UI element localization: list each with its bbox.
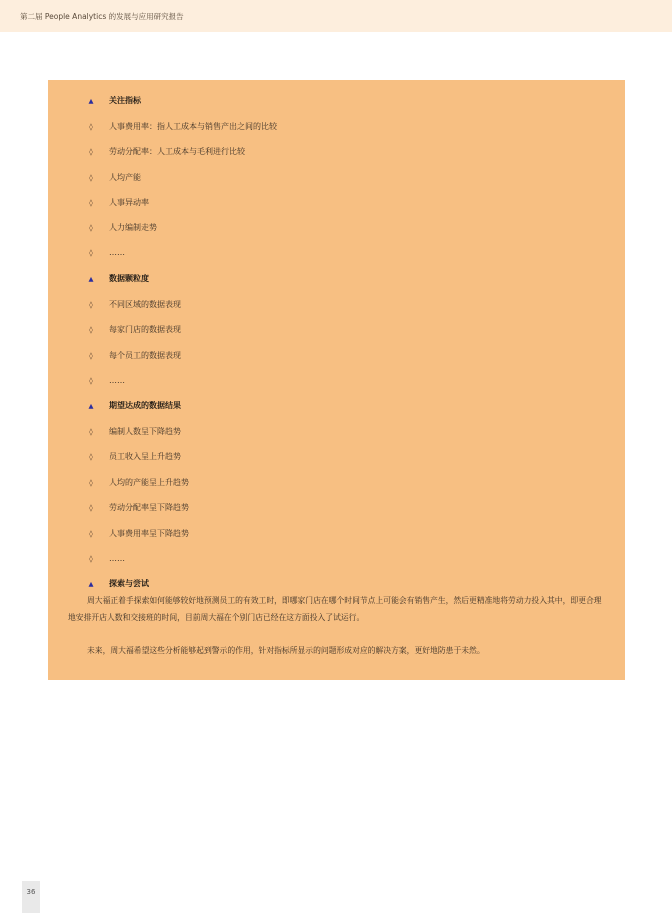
header-title: 第二届 People Analytics 的发展与应用研究报告 [20,12,184,21]
list-item-label: 人力编制走势 [109,223,157,232]
diamond-bullet-icon: ◊ [89,174,93,182]
diamond-bullet-icon: ◊ [89,377,93,385]
list-item [48,476,625,490]
list-item [48,145,625,159]
list-item [48,221,625,235]
list-item [48,298,625,312]
diamond-bullet-icon: ◊ [89,555,93,563]
diamond-bullet-icon: ◊ [89,249,93,257]
list-item-label: 编制人数呈下降趋势 [109,427,181,436]
body-paragraph: 未来，周大福希望这些分析能够起到警示的作用，针对指标所显示的问题形成对应的解决方案，更好地防患于未然。 [87,646,485,655]
header-band [0,0,672,32]
list-item [48,196,625,210]
diamond-bullet-icon: ◊ [89,301,93,309]
triangle-bullet-icon: ▲ [88,275,94,283]
list-item [48,120,625,134]
list-item [48,171,625,185]
list-item [48,349,625,363]
list-item-label: 劳动分配率：人工成本与毛利进行比较 [109,147,245,156]
diamond-bullet-icon: ◊ [89,123,93,131]
list-item [48,501,625,515]
body-paragraph: 周大福正着手探索如何能够较好地预测员工的有效工时，即哪家门店在哪个时间节点上可能会有销售产生，然后更精准地将劳动力投入其中，即更合理地安排开店人数和交接班的时间，目前周大福在个别门店已经在这方面投入了试运行。 [68,596,602,622]
list-item-label: 人事费用率呈下降趋势 [109,529,189,538]
page-number-box [22,881,40,913]
section-heading-label: 关注指标 [109,96,141,105]
list-item-label: 人均的产能呈上升趋势 [109,478,189,487]
list-item [48,552,625,566]
list-item [48,323,625,337]
triangle-bullet-icon: ▲ [88,580,94,588]
page-number: 36 [26,888,36,896]
list-item-label: 人均产能 [109,173,141,182]
list-item [48,527,625,541]
diamond-bullet-icon: ◊ [89,148,93,156]
section-heading-label: 数据颗粒度 [109,274,149,283]
triangle-bullet-icon: ▲ [88,402,94,410]
list-item [48,425,625,439]
list-item-label: 人事异动率 [109,198,149,207]
diamond-bullet-icon: ◊ [89,479,93,487]
list-item-label: …… [109,376,125,385]
content-box [48,80,625,680]
diamond-bullet-icon: ◊ [89,504,93,512]
list-item-label: 人事费用率：指人工成本与销售产出之间的比较 [109,122,277,131]
list-item-label: …… [109,554,125,563]
section-heading-label: 期望达成的数据结果 [109,401,181,410]
diamond-bullet-icon: ◊ [89,224,93,232]
diamond-bullet-icon: ◊ [89,453,93,461]
list-item-label: 每个员工的数据表现 [109,351,181,360]
diamond-bullet-icon: ◊ [89,199,93,207]
diamond-bullet-icon: ◊ [89,326,93,334]
diamond-bullet-icon: ◊ [89,352,93,360]
diamond-bullet-icon: ◊ [89,530,93,538]
list-item-label: 不同区域的数据表现 [109,300,181,309]
list-item [48,450,625,464]
section-heading-label: 探索与尝试 [109,579,149,588]
diamond-bullet-icon: ◊ [89,428,93,436]
list-item [48,246,625,260]
section-heading-exploration [48,577,625,591]
list-item-label: …… [109,248,125,257]
list-item-label: 劳动分配率呈下降趋势 [109,503,189,512]
section-heading-focus-metrics [48,94,625,108]
list-item [48,374,625,388]
list-item-label: 员工收入呈上升趋势 [109,452,181,461]
triangle-bullet-icon: ▲ [88,97,94,105]
list-item-label: 每家门店的数据表现 [109,325,181,334]
section-heading-expected-results [48,399,625,413]
section-heading-data-granularity [48,272,625,286]
